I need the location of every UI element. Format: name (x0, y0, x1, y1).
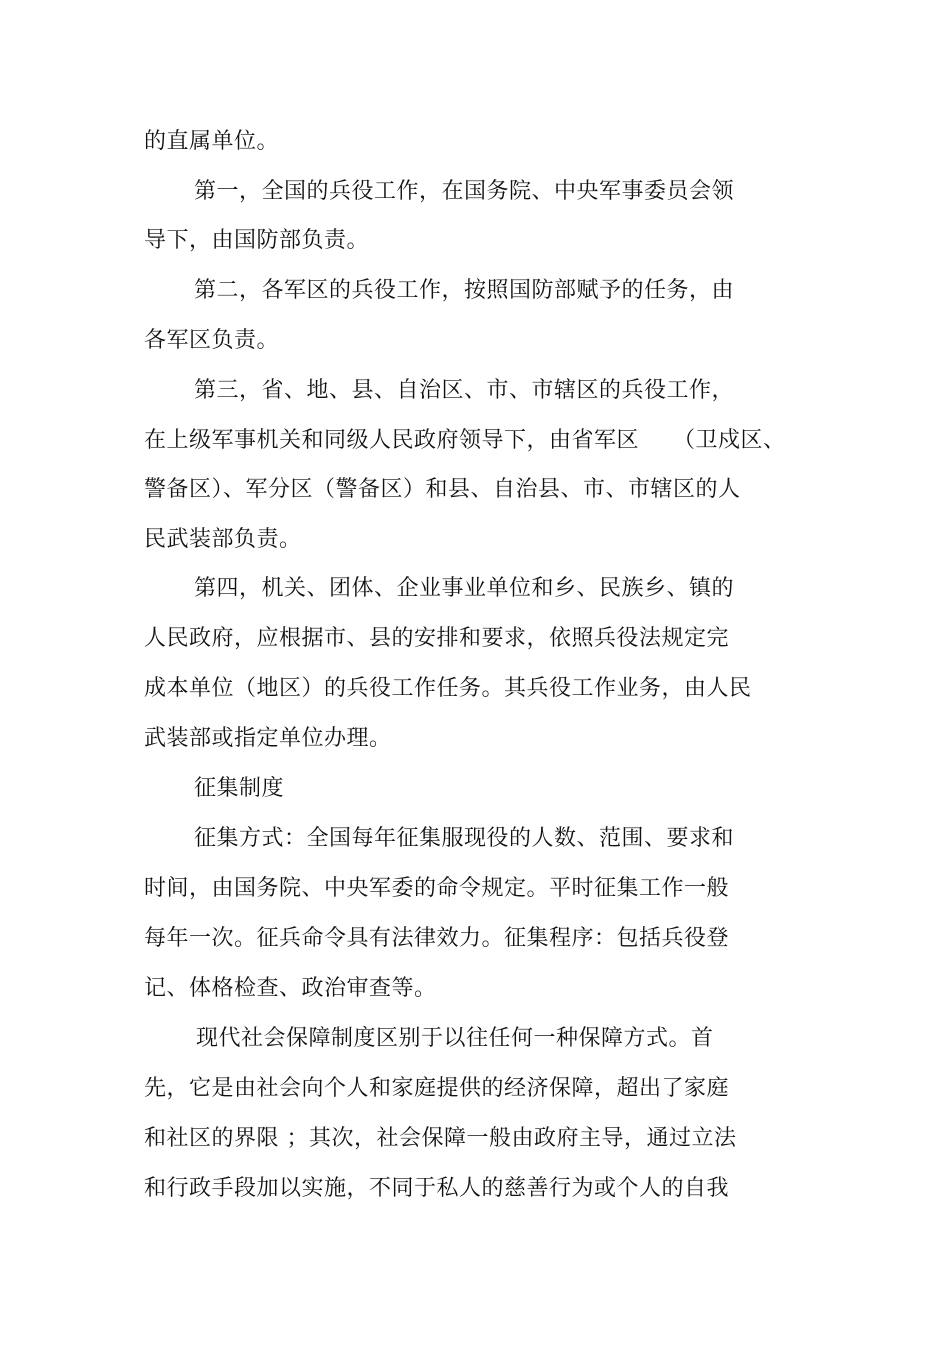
section-heading: 征集制度 (194, 776, 285, 801)
text-line: 各军区负责。 (144, 328, 280, 353)
paragraph-first-line: 第二，各军区的兵役工作，按照国防部赋予的任务，由 (194, 278, 735, 303)
text-line: 民武装部负责。 (144, 527, 302, 552)
text-line: 警备区）、军分区（警备区）和县、自治县、市、市辖区的人 (144, 477, 741, 502)
text-line: 人民政府，应根据市、县的安排和要求，依照兵役法规定完 (144, 626, 730, 651)
paragraph-first-line: 第三，省、地、县、自治区、市、市辖区的兵役工作， (194, 378, 735, 403)
paragraph-first-line: 第一，全国的兵役工作，在国务院、中央军事委员会领 (194, 179, 735, 204)
text-line: 导下，由国防部负责。 (144, 228, 370, 253)
text-line: 记、体格检查、政治审查等。 (144, 976, 437, 1001)
text-line: 成本单位（地区）的兵役工作任务。其兵役工作业务，由人民 (144, 676, 752, 701)
text-line: 的直属单位。 (144, 129, 280, 154)
text-line: 和社区的界限 ；其次，社会保障一般由政府主导，通过立法 (144, 1126, 737, 1151)
text-line: 先，它是由社会向个人和家庭提供的经济保障，超出了家庭 (144, 1076, 730, 1101)
text-line: 每年一次。征兵命令具有法律效力。征集程序：包括兵役登 (144, 926, 730, 951)
paragraph-first-line: 现代社会保障制度区别于以往任何一种保障方式。首 (196, 1026, 714, 1051)
paragraph-first-line: 征集方式：全国每年征集服现役的人数、范围、要求和 (194, 826, 735, 851)
text-line: 时间，由国务院、中央军委的命令规定。平时征集工作一般 (144, 876, 730, 901)
text-line: 和行政手段加以实施，不同于私人的慈善行为或个人的自我 (144, 1176, 730, 1201)
text-line: 在上级军事机关和同级人民政府领导下，由省军区 （卫戍区、 (144, 428, 786, 453)
paragraph-first-line: 第四，机关、团体、企业事业单位和乡、民族乡、镇的 (194, 576, 735, 601)
text-line: 武装部或指定单位办理。 (144, 726, 392, 751)
